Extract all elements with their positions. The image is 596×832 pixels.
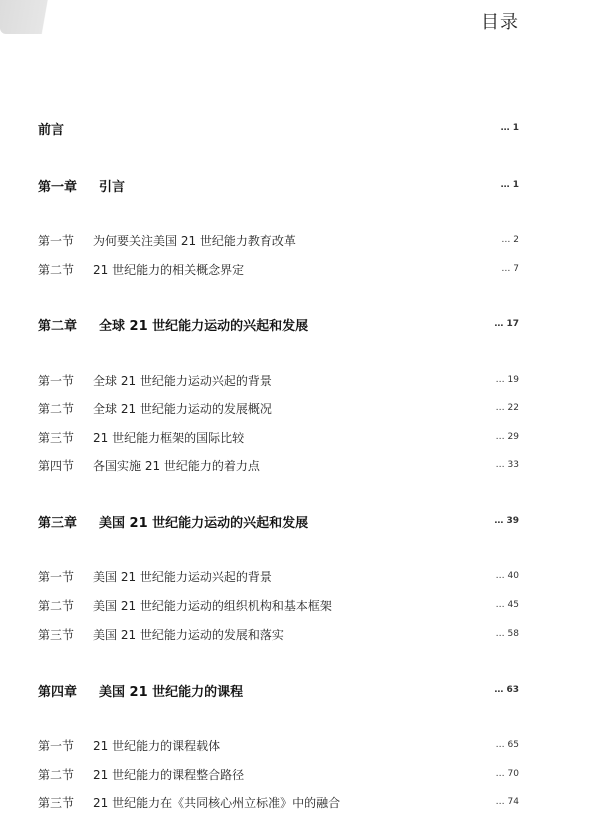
toc-section-2-4[interactable] [38,455,519,475]
section-title: 21 世纪能力的课程载体 [93,738,221,753]
chapter-label: 第二章 [38,318,78,334]
section-label: 第一节 [38,738,75,753]
section-title: 美国 21 世纪能力运动的组织机构和基本框架 [93,598,332,613]
section-label: 第一节 [38,569,75,584]
page-number: … 29 [495,432,519,442]
page-number: … 1 [500,180,519,190]
section-label: 第二节 [38,262,75,277]
toc-section-3-2[interactable] [38,595,519,615]
section-title: 全球 21 世纪能力运动兴起的背景 [93,373,272,388]
section-title: 全球 21 世纪能力运动的发展概况 [93,401,272,416]
section-title: 各国实施 21 世纪能力的着力点 [93,458,260,473]
section-label: 第二节 [38,598,75,613]
toc-preface[interactable] [38,118,519,138]
toc-section-2-1[interactable] [38,370,519,390]
toc-section-1-1[interactable] [38,230,519,250]
chapter-title: 美国 21 世纪能力运动的兴起和发展 [99,515,309,531]
page-number: … 63 [494,685,519,695]
section-label: 第三节 [38,627,75,642]
toc-section-4-3[interactable] [38,792,519,812]
toc-chapter-1[interactable] [38,175,519,195]
page-number: … 33 [495,460,519,470]
page-number: … 1 [500,123,519,133]
toc-section-2-3[interactable] [38,427,519,447]
section-title: 美国 21 世纪能力运动兴起的背景 [93,569,272,584]
section-title: 21 世纪能力的课程整合路径 [93,767,245,782]
page-number: … 2 [501,235,519,245]
toc-section-4-1[interactable] [38,735,519,755]
toc-section-1-2[interactable] [38,259,519,279]
page-number: … 22 [495,403,519,413]
preface-title: 前言 [38,122,65,138]
page-number: … 40 [495,571,519,581]
section-label: 第一节 [38,373,75,388]
page-number: … 58 [495,629,519,639]
chapter-label: 第一章 [38,179,78,195]
page-number: … 65 [495,740,519,750]
section-title: 为何要关注美国 21 世纪能力教育改革 [93,233,296,248]
page-title: 目录 [481,12,519,33]
toc-section-2-2[interactable] [38,398,519,418]
page-number: … 74 [495,797,519,807]
chapter-label: 第四章 [38,684,78,700]
toc-chapter-4[interactable] [38,680,519,700]
section-title: 美国 21 世纪能力运动的发展和落实 [93,627,284,642]
section-label: 第四节 [38,458,75,473]
section-title: 21 世纪能力框架的国际比较 [93,430,245,445]
page-number: … 39 [494,516,519,526]
chapter-title: 全球 21 世纪能力运动的兴起和发展 [99,318,309,334]
section-label: 第三节 [38,795,75,810]
section-title: 21 世纪能力在《共同核心州立标准》中的融合 [93,795,341,810]
page-number: … 17 [494,319,519,329]
page-number: … 45 [495,600,519,610]
page-number: … 70 [495,769,519,779]
section-label: 第三节 [38,430,75,445]
toc-section-4-2[interactable] [38,764,519,784]
toc-chapter-2[interactable] [38,314,519,334]
toc-section-3-3[interactable] [38,624,519,644]
section-label: 第二节 [38,401,75,416]
chapter-title: 引言 [99,179,126,195]
section-label: 第二节 [38,767,75,782]
page-number: … 7 [501,264,519,274]
section-label: 第一节 [38,233,75,248]
section-title: 21 世纪能力的相关概念界定 [93,262,245,277]
toc-section-3-1[interactable] [38,566,519,586]
toc-chapter-3[interactable] [38,511,519,531]
chapter-label: 第三章 [38,515,78,531]
page-number: … 19 [495,375,519,385]
chapter-title: 美国 21 世纪能力的课程 [99,684,244,700]
decorative-corner-mark [0,0,80,34]
